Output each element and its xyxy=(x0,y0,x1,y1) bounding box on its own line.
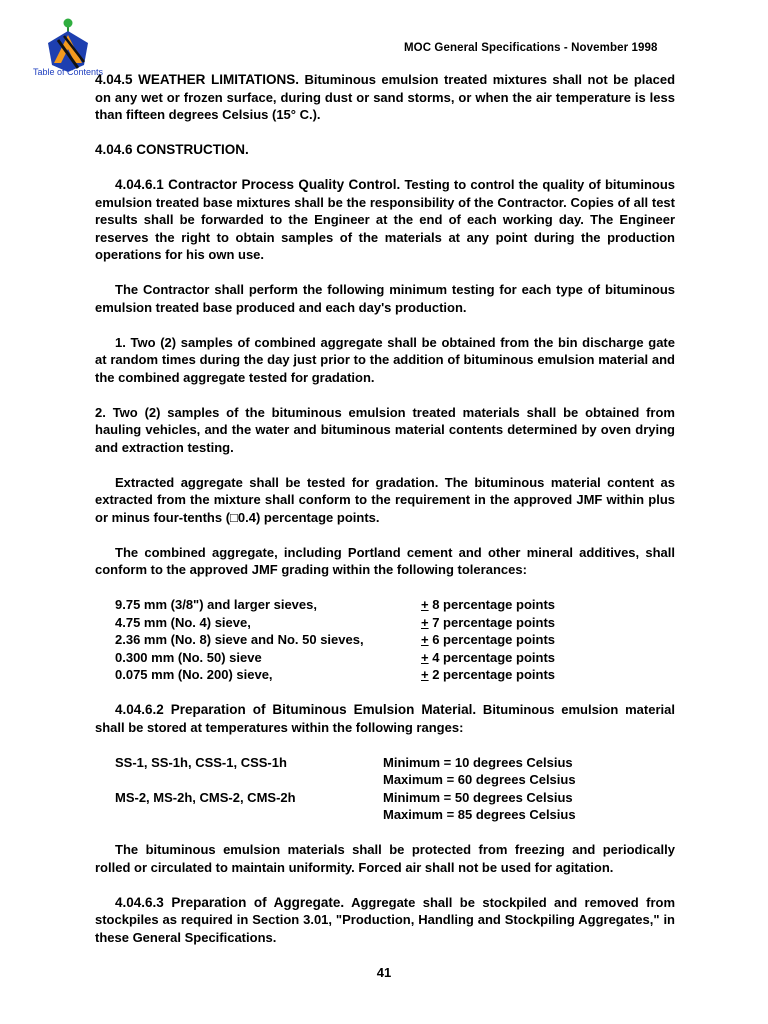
section-4-04-6-1-paragraph xyxy=(95,176,675,264)
table-of-contents-link[interactable]: Table of Contents xyxy=(33,67,104,77)
tolerance-row xyxy=(95,631,675,649)
tolerance-row xyxy=(95,666,675,684)
temperature-row xyxy=(95,806,675,824)
tolerance-sieve: 2.36 mm (No. 8) sieve and No. 50 sieves, xyxy=(115,632,364,647)
temperature-range: Minimum = 50 degrees Celsius xyxy=(383,789,573,805)
section-4-04-5-heading: 4.04.5 WEATHER LIMITATIONS. xyxy=(95,72,299,87)
temperature-range: Maximum = 60 degrees Celsius xyxy=(383,772,576,787)
tolerance-table xyxy=(95,596,675,684)
section-4-04-6-2-heading: 4.04.6.2 Preparation of Bituminous Emulsion Material. xyxy=(115,702,477,717)
emulsion-grade xyxy=(115,806,383,824)
tolerance-row xyxy=(95,596,675,614)
temperature-table xyxy=(95,754,675,824)
tolerance-sieve: 4.75 mm (No. 4) sieve, xyxy=(115,614,251,630)
tolerance-sieve: 9.75 mm (3/8") and larger sieves, xyxy=(115,597,317,612)
emulsion-grade xyxy=(115,771,383,789)
temperature-row xyxy=(95,789,675,807)
testing-item-2: 2. Two (2) samples of the bituminous emulsion treated materials shall be obtained from hauling vehicles, and the water and bituminous material contents determined by oven drying and extraction testing. xyxy=(95,404,675,455)
testing-item-1: 1. Two (2) samples of combined aggregate shall be obtained from the bin discharge gate at random times during the day just prior to the addition of bituminous emulsion material and the combined aggregate tested for gradation. xyxy=(95,334,675,385)
temperature-row xyxy=(95,754,675,772)
moc-logo-icon[interactable] xyxy=(44,18,92,74)
section-4-04-6-2-paragraph xyxy=(95,701,675,736)
tolerance-value: + 7 percentage points xyxy=(421,614,556,630)
section-4-04-6-1-text: Testing to control the quality of bituminous emulsion treated base mixtures shall be the responsibility of the Contractor. Copies of all test results shall be forwarded to the Engineer at the end of each working day. The Engineer reserves the right to obtain samples of the materials at any point during the production operations for his own use. xyxy=(95,177,675,262)
section-4-04-6-2-text: Bituminous emulsion material shall be stored at temperatures within the following ranges: xyxy=(95,702,675,735)
section-4-04-5-text: Bituminous emulsion treated mixtures shall not be placed on any wet or frozen surface, during dust or sand storms, or when the air temperature is less than fifteen degrees Celsius (15° C.). xyxy=(95,72,676,122)
section-4-04-6-3-paragraph xyxy=(95,894,675,947)
storage-paragraph: The bituminous emulsion materials shall be protected from freezing and periodically rolled or circulated to maintain uniformity. Forced air shall not be used for agitation. xyxy=(95,842,675,875)
document-body xyxy=(95,71,675,946)
tolerance-value: + 8 percentage points xyxy=(421,597,556,612)
temperature-row xyxy=(95,771,675,789)
temperature-range: Maximum = 85 degrees Celsius xyxy=(383,807,576,822)
section-4-04-6-1-heading: 4.04.6.1 Contractor Process Quality Control. xyxy=(115,177,401,192)
tolerance-sieve: 0.075 mm (No. 200) sieve, xyxy=(115,667,273,682)
section-4-04-6-heading: 4.04.6 CONSTRUCTION. xyxy=(95,142,249,157)
tolerance-value: + 4 percentage points xyxy=(421,649,556,665)
section-4-04-6-3-heading: 4.04.6.3 Preparation of Aggregate. xyxy=(115,894,345,910)
tolerance-row xyxy=(95,649,675,667)
tolerance-value: + 6 percentage points xyxy=(421,632,556,647)
page-number: 41 xyxy=(376,965,392,980)
tolerance-value: + 2 percentage points xyxy=(421,667,556,682)
extraction-paragraph: Extracted aggregate shall be tested for gradation. The bituminous material content as extracted from the mixture shall conform to the requirement in the approved JMF within plus or minus four-tenths (□0.4) percentage points. xyxy=(95,474,675,525)
tolerance-sieve: 0.300 mm (No. 50) sieve xyxy=(115,649,262,665)
testing-intro-paragraph: The Contractor shall perform the following minimum testing for each type of bituminous emulsion treated base produced and each day's production. xyxy=(95,282,675,315)
tolerances-intro-paragraph: The combined aggregate, including Portland cement and other mineral additives, shall conform to the approved JMF grading within the following tolerances: xyxy=(95,544,675,577)
running-header: MOC General Specifications - November 1998 xyxy=(404,42,658,54)
section-4-04-6-3-text: Aggregate shall be stockpiled and removed from stockpiles as required in Section 3.01, "Production, Handling and Stockpiling Aggregates," in these General Specifications. xyxy=(95,894,675,945)
section-4-04-5 xyxy=(95,71,675,124)
temperature-range: Minimum = 10 degrees Celsius xyxy=(383,754,573,770)
emulsion-grade: SS-1, SS-1h, CSS-1, CSS-1h xyxy=(115,754,287,770)
tolerance-row xyxy=(95,614,675,632)
emulsion-grade: MS-2, MS-2h, CMS-2, CMS-2h xyxy=(115,789,296,805)
